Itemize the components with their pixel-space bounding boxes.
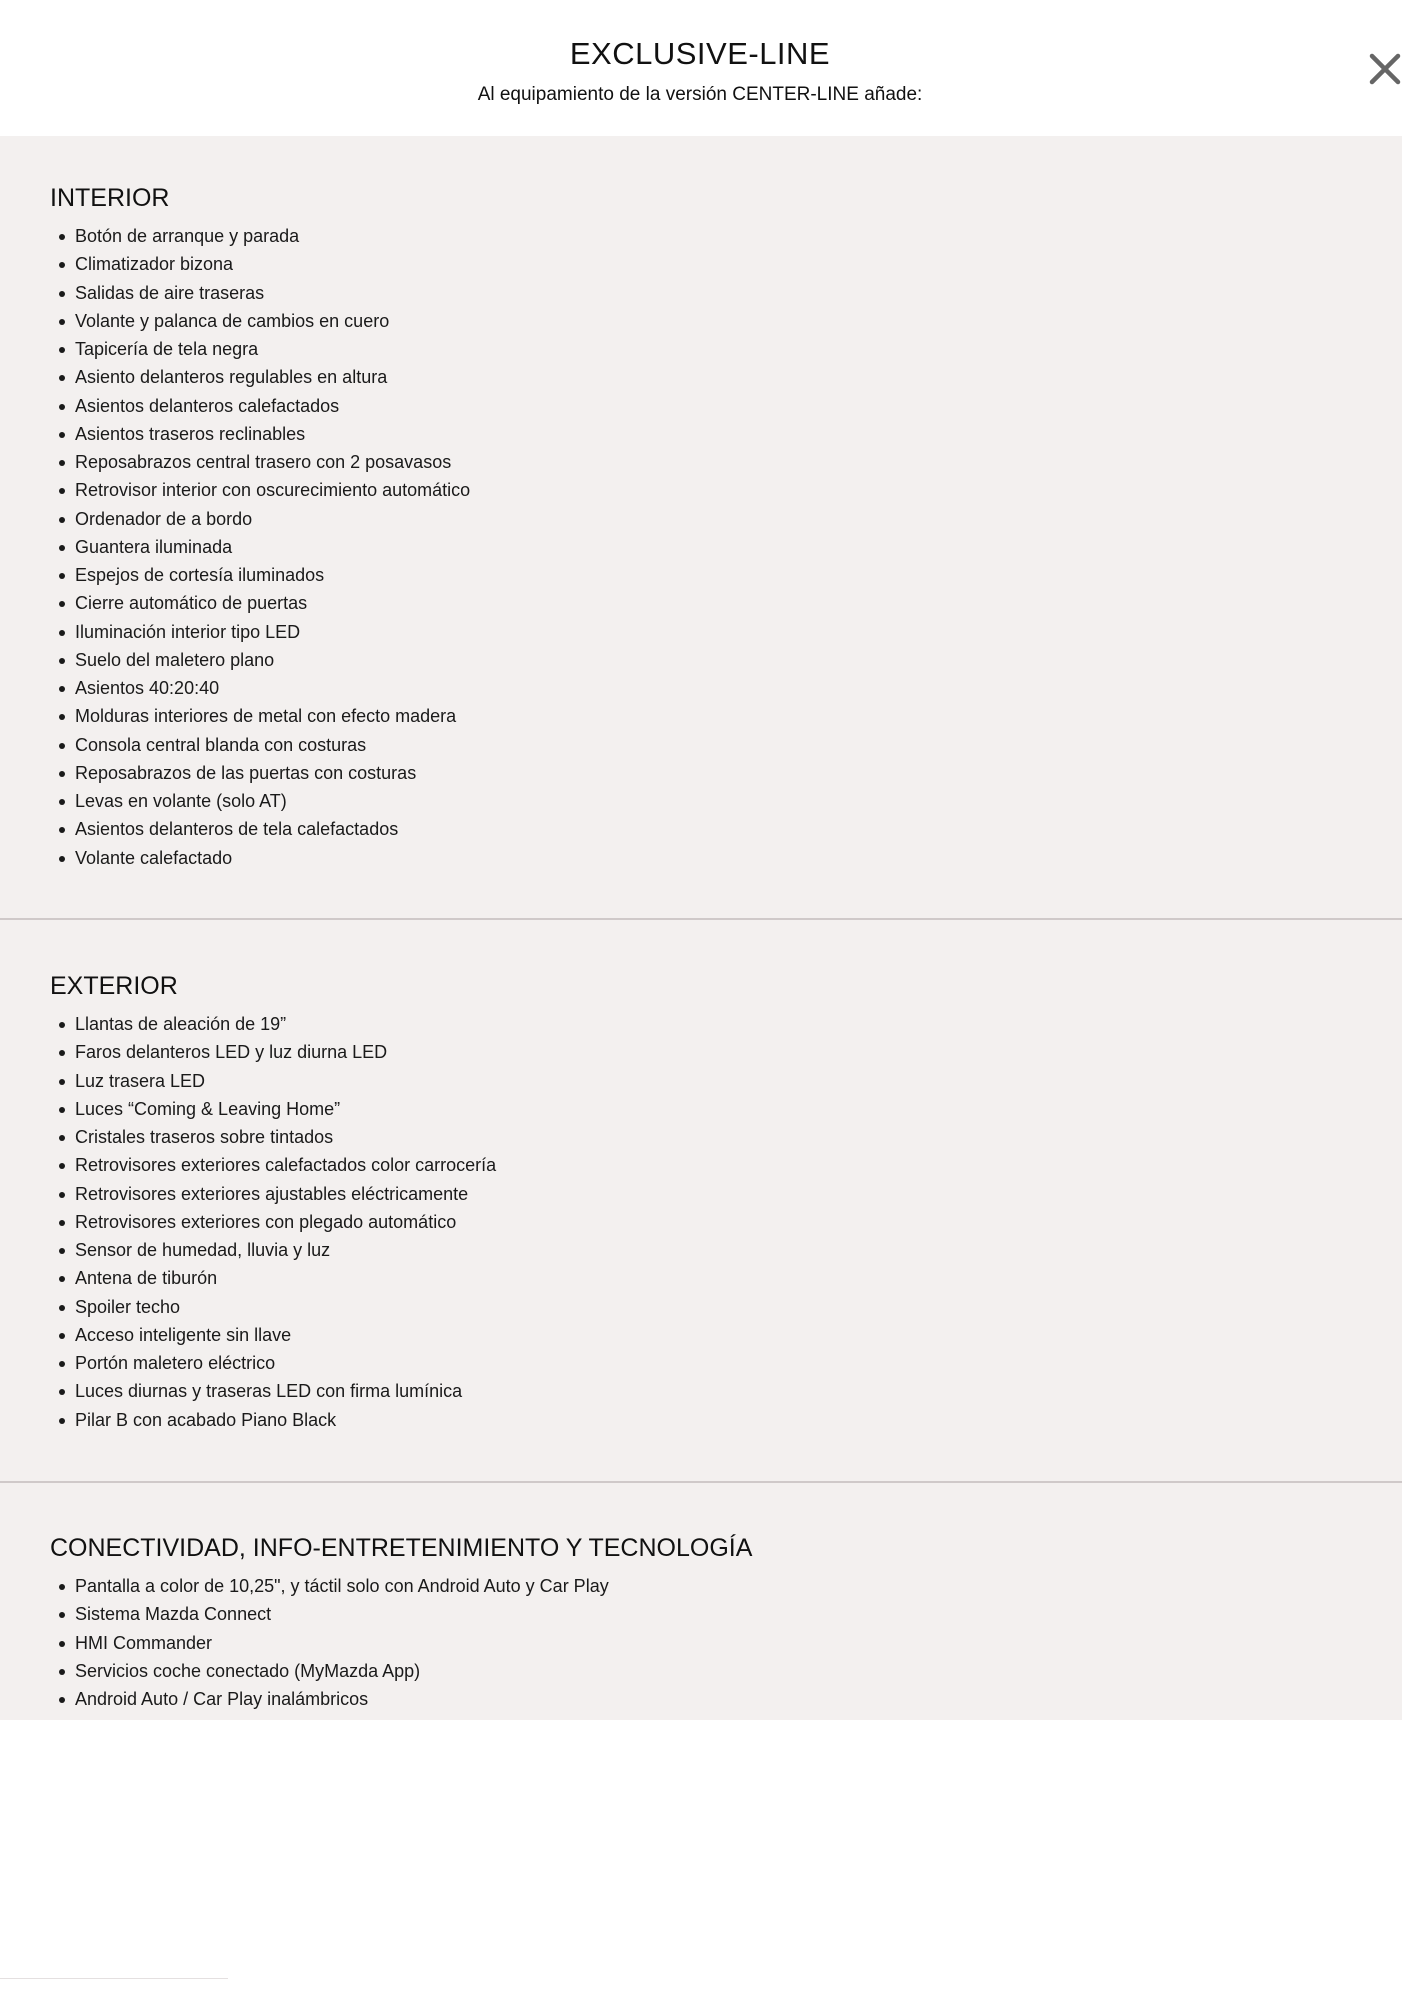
list-item: Levas en volante (solo AT) <box>50 787 470 815</box>
list-item: Retrovisores exteriores con plegado automático <box>50 1208 496 1236</box>
list-item: Sistema Mazda Connect <box>50 1600 609 1628</box>
list-item: Asientos 40:20:40 <box>50 674 470 702</box>
section-title-connectivity: CONECTIVIDAD, INFO-ENTRETENIMIENTO Y TECNOLOGÍA <box>50 1534 753 1562</box>
list-item: Volante y palanca de cambios en cuero <box>50 307 470 335</box>
list-item: Reposabrazos de las puertas con costuras <box>50 759 470 787</box>
list-item: Retrovisores exteriores ajustables eléctricamente <box>50 1180 496 1208</box>
section-divider <box>0 918 1402 920</box>
list-item: Luces diurnas y traseras LED con firma lumínica <box>50 1377 496 1405</box>
list-item: Guantera iluminada <box>50 533 470 561</box>
list-item: Molduras interiores de metal con efecto madera <box>50 702 470 730</box>
list-item: Asientos delanteros calefactados <box>50 392 470 420</box>
list-item: Acceso inteligente sin llave <box>50 1321 496 1349</box>
page-subtitle: Al equipamiento de la versión CENTER-LINE añade: <box>477 84 923 105</box>
list-item: Pilar B con acabado Piano Black <box>50 1406 496 1434</box>
list-item: Faros delanteros LED y luz diurna LED <box>50 1038 496 1066</box>
list-item: Suelo del maletero plano <box>50 646 470 674</box>
equipment-content <box>0 136 1402 1720</box>
list-item: Asientos traseros reclinables <box>50 420 470 448</box>
list-item: HMI Commander <box>50 1629 609 1657</box>
list-item: Botón de arranque y parada <box>50 222 470 250</box>
list-item: Volante calefactado <box>50 844 470 872</box>
list-item: Luz trasera LED <box>50 1067 496 1095</box>
list-item: Reposabrazos central trasero con 2 posavasos <box>50 448 470 476</box>
list-item: Portón maletero eléctrico <box>50 1349 496 1377</box>
list-item: Llantas de aleación de 19” <box>50 1010 496 1038</box>
list-item: Iluminación interior tipo LED <box>50 618 470 646</box>
list-item: Cristales traseros sobre tintados <box>50 1123 496 1151</box>
list-item: Consola central blanda con costuras <box>50 731 470 759</box>
list-item: Servicios coche conectado (MyMazda App) <box>50 1657 609 1685</box>
list-item: Cierre automático de puertas <box>50 589 470 617</box>
list-item: Sensor de humedad, lluvia y luz <box>50 1236 496 1264</box>
list-item: Luces “Coming & Leaving Home” <box>50 1095 496 1123</box>
list-item: Salidas de aire traseras <box>50 279 470 307</box>
section-title-exterior: EXTERIOR <box>50 972 178 1000</box>
close-icon <box>1368 52 1402 86</box>
list-item: Pantalla a color de 10,25", y táctil solo con Android Auto y Car Play <box>50 1572 609 1600</box>
section-title-interior: INTERIOR <box>50 184 170 212</box>
section-divider <box>0 1481 1402 1483</box>
bottom-divider <box>0 1978 228 1979</box>
list-item: Retrovisor interior con oscurecimiento automático <box>50 476 470 504</box>
list-item: Asientos delanteros de tela calefactados <box>50 815 470 843</box>
list-item: Climatizador bizona <box>50 250 470 278</box>
page-title: EXCLUSIVE-LINE <box>569 36 831 71</box>
list-item: Spoiler techo <box>50 1293 496 1321</box>
header <box>0 0 1414 136</box>
list-item: Android Auto / Car Play inalámbricos <box>50 1685 609 1713</box>
list-item: Antena de tiburón <box>50 1264 496 1292</box>
list-item: Ordenador de a bordo <box>50 505 470 533</box>
list-item: Retrovisores exteriores calefactados color carrocería <box>50 1151 496 1179</box>
feature-list-exterior <box>50 1010 496 1434</box>
list-item: Espejos de cortesía iluminados <box>50 561 470 589</box>
list-item: Tapicería de tela negra <box>50 335 470 363</box>
feature-list-connectivity <box>50 1572 609 1713</box>
list-item: Asiento delanteros regulables en altura <box>50 363 470 391</box>
close-button[interactable] <box>1368 52 1402 86</box>
feature-list-interior <box>50 222 470 872</box>
